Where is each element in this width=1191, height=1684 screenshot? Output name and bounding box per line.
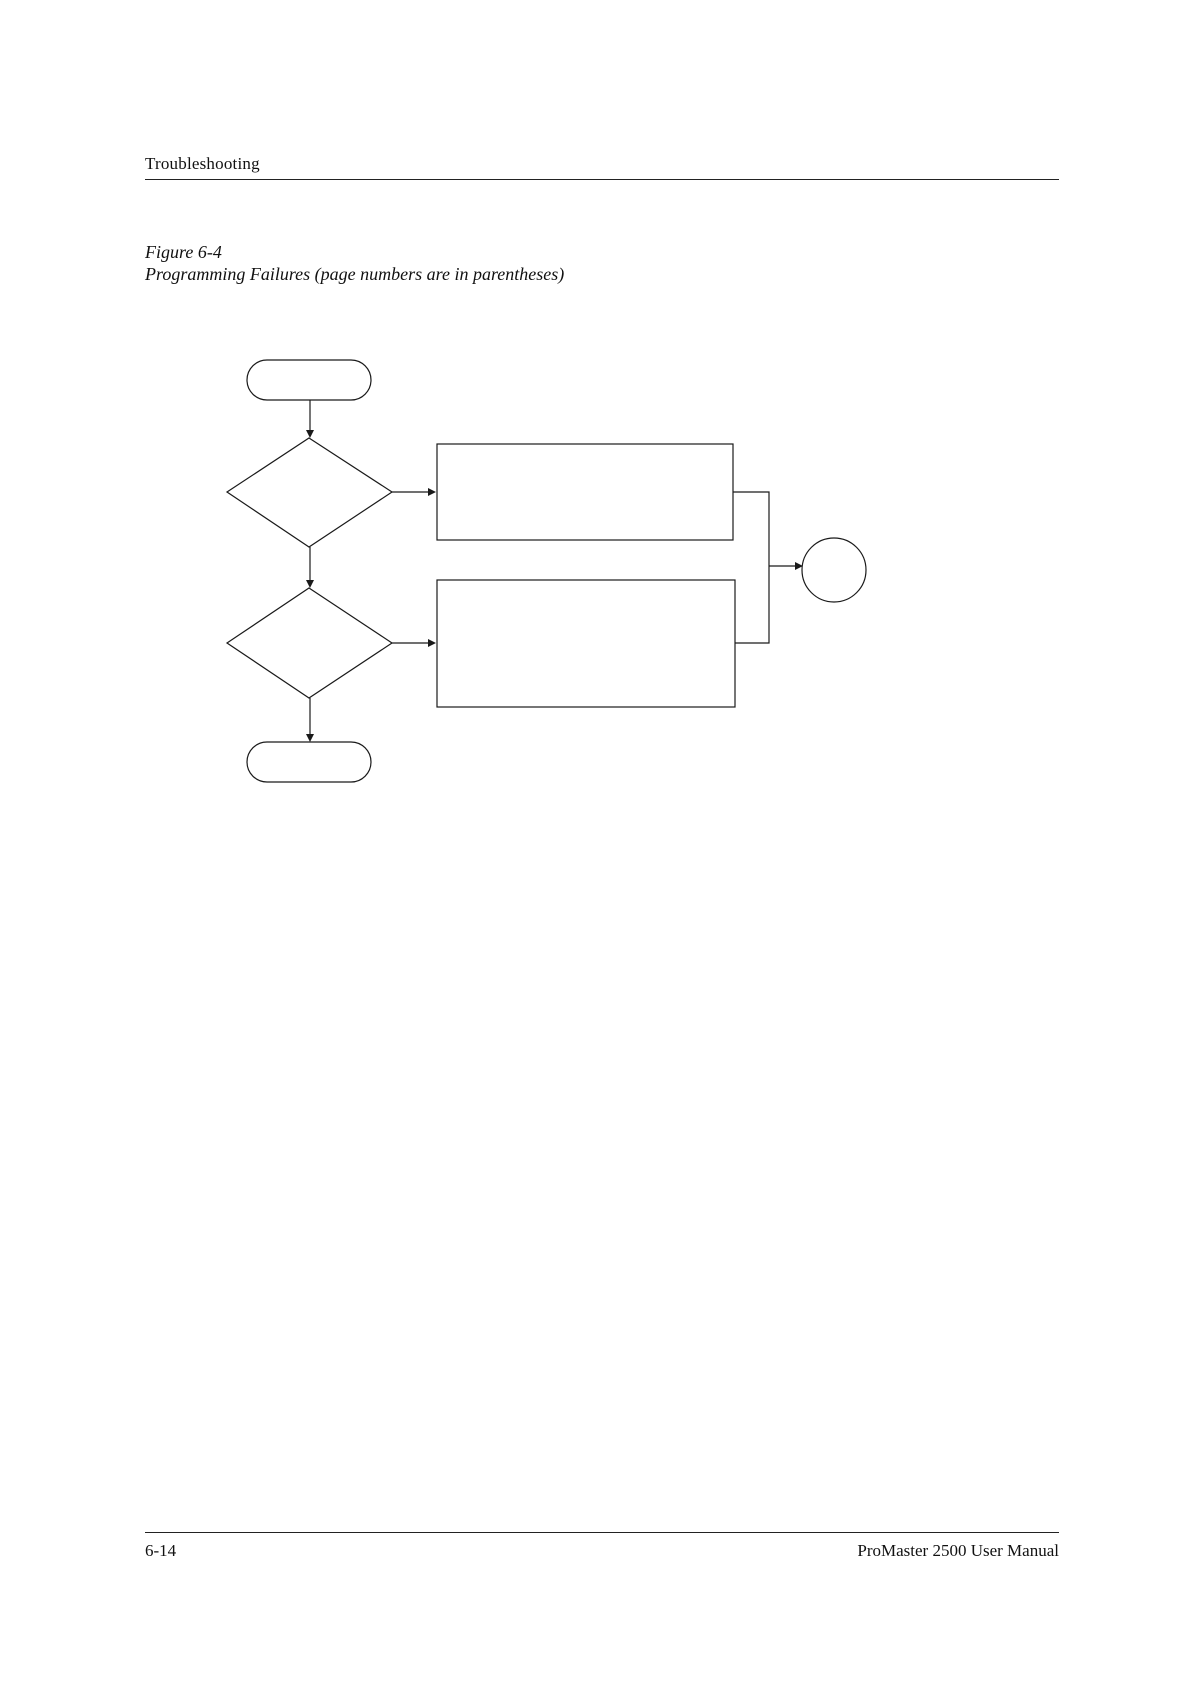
start-terminator [247,360,371,400]
end-terminator [247,742,371,782]
arrowhead-action-2 [428,639,436,647]
connector-action-2-to-merge [735,566,769,643]
running-header: Troubleshooting [145,154,260,173]
decision-diamond-1 [227,438,392,547]
arrowhead-action-1 [428,488,436,496]
manual-title: ProMaster 2500 User Manual [857,1541,1059,1560]
footer-rule [145,1532,1059,1533]
connector-action-1-to-merge [733,492,769,566]
figure-title: Programming Failures (page numbers are in parentheses) [145,264,565,284]
arrowhead-decision-2 [306,580,314,588]
action-box-1 [437,444,733,540]
decision-diamond-2 [227,588,392,698]
figure-number: Figure 6-4 [145,242,222,262]
arrowhead-circle [795,562,803,570]
action-box-2 [437,580,735,707]
arrowhead-end [306,734,314,742]
off-page-connector-circle [802,538,866,602]
header-rule [145,179,1059,180]
figure-caption [145,241,564,285]
arrowhead-decision-1 [306,430,314,438]
page-number: 6-14 [145,1541,177,1560]
